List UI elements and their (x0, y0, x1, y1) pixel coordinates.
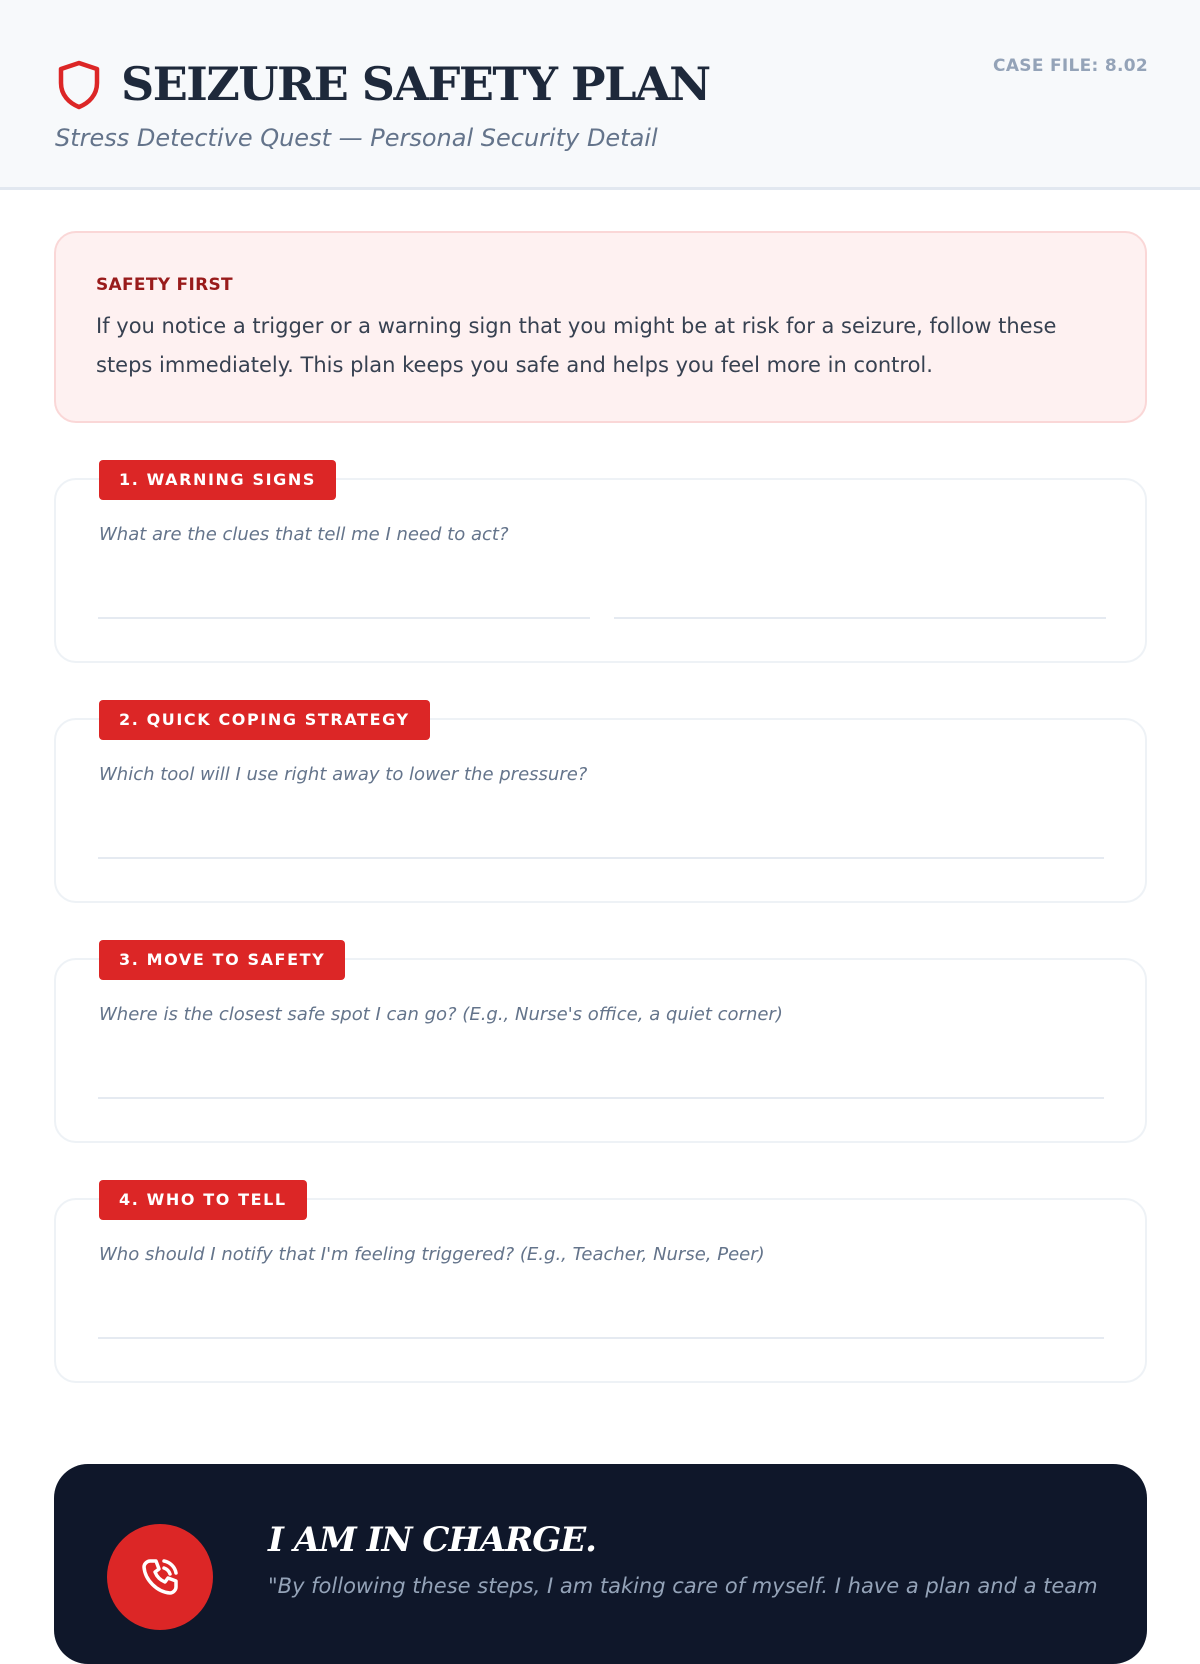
page-header (0, 0, 1200, 190)
phone-icon (134, 1551, 186, 1603)
affirmation-title: I AM IN CHARGE. (268, 1520, 597, 1560)
step-question: What are the clues that tell me I need to act? (99, 524, 509, 545)
affirmation-quote: "By following these steps, I am taking care of myself. I have a plan and a team (268, 1574, 1098, 1598)
step-question: Which tool will I use right away to lower the pressure? (99, 764, 588, 785)
alert-text: If you notice a trigger or a warning sign that you might be at risk for a seizure, follow these steps immediately. This plan keeps you safe and helps you feel more in control. (96, 314, 1057, 377)
answer-line[interactable] (614, 617, 1106, 619)
step-badge: 4. WHO TO TELL (99, 1180, 307, 1220)
step-move-to-safety (54, 950, 1147, 1143)
page-title: SEIZURE SAFETY PLAN (121, 57, 710, 111)
answer-line[interactable] (98, 1097, 1104, 1099)
phone-icon-badge (107, 1524, 213, 1630)
page-subtitle: Stress Detective Quest — Personal Security Detail (55, 124, 658, 152)
answer-line[interactable] (98, 857, 1104, 859)
shield-icon (55, 59, 103, 111)
step-who-to-tell (54, 1190, 1147, 1383)
affirmation-panel (54, 1464, 1147, 1664)
step-warning-signs (54, 470, 1147, 663)
step-badge: 3. MOVE TO SAFETY (99, 940, 345, 980)
case-file-label: CASE FILE: 8.02 (993, 56, 1148, 76)
step-question: Who should I notify that I'm feeling triggered? (E.g., Teacher, Nurse, Peer) (99, 1244, 765, 1265)
safety-first-alert (54, 231, 1147, 423)
step-question: Where is the closest safe spot I can go? (E.g., Nurse's office, a quiet corner) (99, 1004, 783, 1025)
step-badge: 1. WARNING SIGNS (99, 460, 336, 500)
answer-line[interactable] (98, 1337, 1104, 1339)
step-quick-coping-strategy (54, 710, 1147, 903)
alert-label: SAFETY FIRST (96, 275, 233, 295)
title-row (55, 56, 710, 112)
step-badge: 2. QUICK COPING STRATEGY (99, 700, 430, 740)
answer-line[interactable] (98, 617, 590, 619)
